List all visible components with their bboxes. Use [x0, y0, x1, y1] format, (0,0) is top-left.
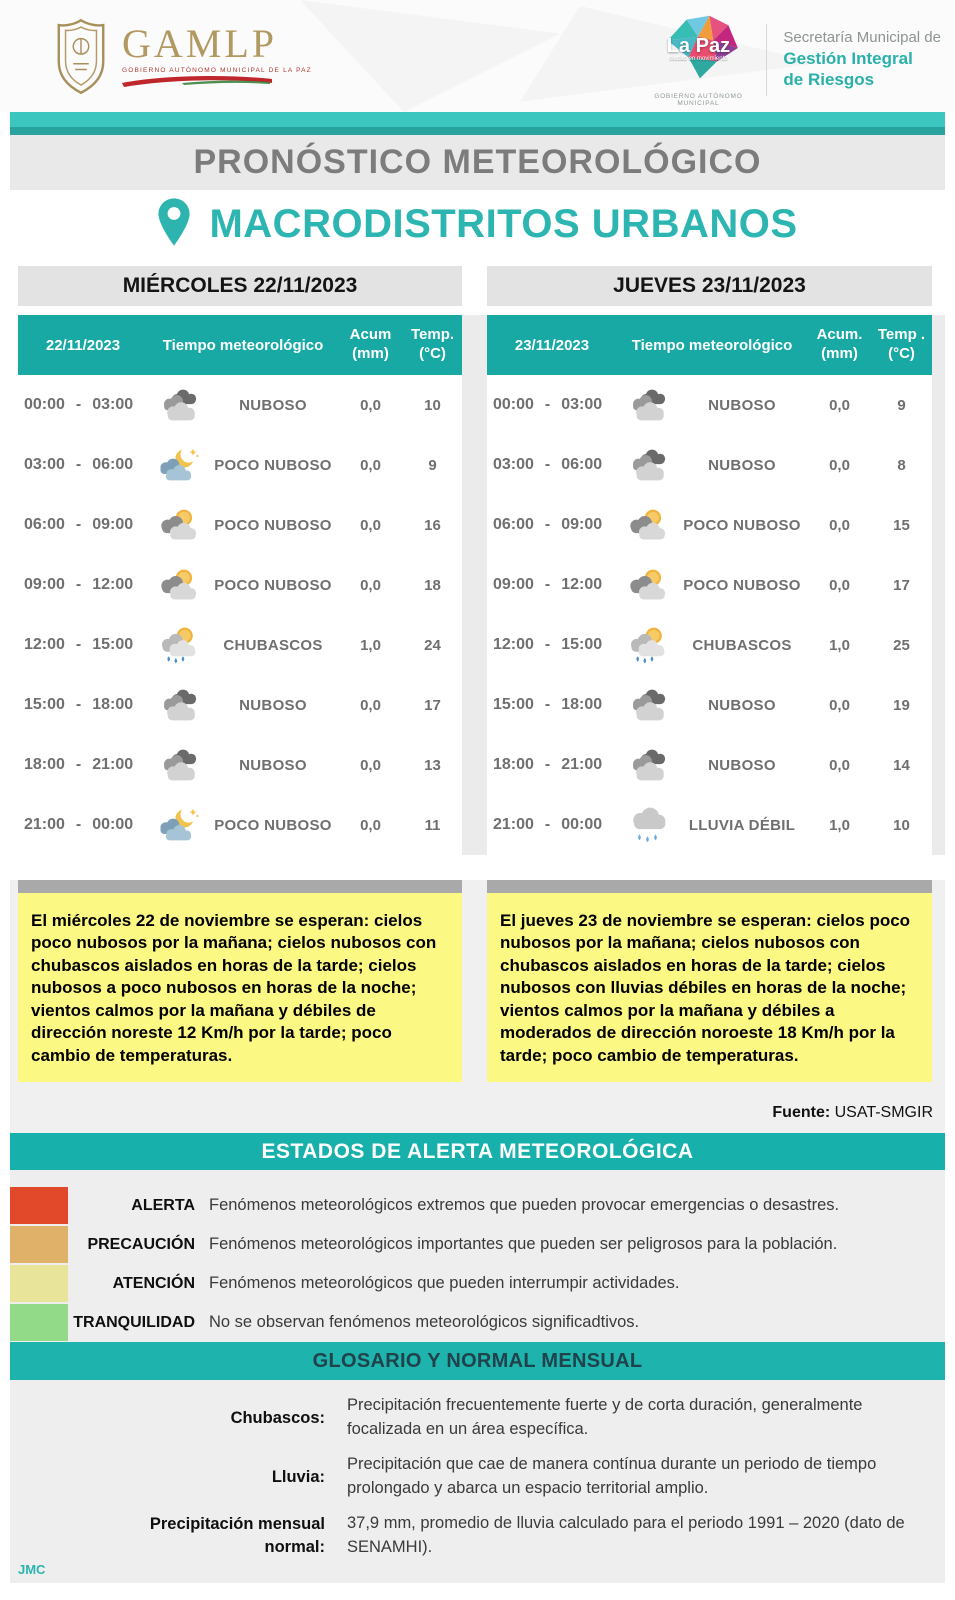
time-to: 21:00 — [92, 756, 134, 773]
column-temp — [403, 326, 462, 364]
precipitation-value: 0,0 — [829, 756, 850, 774]
time-dash: - — [544, 636, 551, 653]
time-range — [18, 456, 148, 474]
location-pin-icon — [157, 197, 191, 252]
forecast-row — [18, 555, 462, 615]
column-temp-unit: (°C) — [888, 345, 915, 362]
forecast-row — [487, 795, 932, 855]
weather-icon-night — [148, 446, 208, 484]
page-title: PRONÓSTICO METEOROLÓGICO — [193, 143, 762, 181]
alert-color-swatch — [10, 1226, 68, 1263]
time-range — [487, 816, 617, 834]
time-to: 18:00 — [92, 696, 134, 713]
background-watermark — [300, 0, 560, 112]
temperature-value: 19 — [893, 696, 910, 714]
glossary-definition: 37,9 mm, promedio de lluvia calculado para el periodo 1991 – 2020 (dato de SENAMHI). — [347, 1513, 905, 1556]
author-initials: JMC — [18, 1562, 46, 1577]
page-header — [0, 0, 955, 112]
weather-icon-cloudy — [617, 746, 677, 784]
time-to: 15:00 — [561, 636, 603, 653]
time-dash: - — [75, 576, 82, 593]
forecast-row — [18, 795, 462, 855]
condition-label: POCO NUBOSO — [683, 576, 801, 594]
gamlp-acronym: GAMLP — [122, 21, 278, 66]
column-acum — [807, 326, 872, 364]
condition-label: POCO NUBOSO — [683, 516, 801, 534]
column-acum-label: Acum — [349, 326, 392, 344]
condition-label: NUBOSO — [708, 696, 776, 714]
weather-icon-showers — [148, 625, 208, 666]
day-header-thursday: JUEVES 23/11/2023 — [487, 266, 932, 306]
forecast-row — [18, 375, 462, 435]
temperature-value: 16 — [424, 516, 441, 534]
weather-icon-day — [148, 506, 208, 544]
time-to: 03:00 — [561, 396, 603, 413]
lapaz-wordmark: La Paz — [666, 35, 731, 57]
time-range — [18, 756, 148, 774]
temperature-value: 14 — [893, 756, 910, 774]
time-range — [487, 576, 617, 594]
time-from: 03:00 — [24, 456, 65, 473]
temperature-value: 15 — [893, 516, 910, 534]
time-to: 12:00 — [92, 576, 134, 593]
alert-color-swatch — [10, 1265, 68, 1302]
forecast-row — [487, 735, 932, 795]
column-weather: Tiempo meteorológico — [162, 336, 324, 354]
precipitation-value: 0,0 — [360, 456, 381, 474]
gamlp-logo — [52, 16, 312, 101]
weather-icon-day — [617, 506, 677, 544]
time-to: 12:00 — [561, 576, 603, 593]
forecast-row — [487, 675, 932, 735]
time-range — [18, 816, 148, 834]
precipitation-value: 0,0 — [360, 696, 381, 714]
column-date: 22/11/2023 — [45, 336, 121, 354]
source-row — [10, 1082, 945, 1133]
time-dash: - — [544, 576, 551, 593]
time-from: 15:00 — [493, 696, 534, 713]
condition-label: CHUBASCOS — [692, 636, 792, 654]
time-range — [487, 756, 617, 774]
column-temp-label: Temp . — [877, 326, 926, 344]
alert-level-label: ATENCIÓN — [112, 1274, 195, 1292]
glossary-section-title: GLOSARIO Y NORMAL MENSUAL — [10, 1342, 945, 1380]
glossary-term: Chubascos: — [230, 1408, 325, 1427]
time-range — [487, 396, 617, 414]
time-dash: - — [544, 756, 551, 773]
alert-level-label: TRANQUILIDAD — [73, 1313, 195, 1331]
condition-label: LLUVIA DÉBIL — [688, 816, 796, 834]
precipitation-value: 0,0 — [829, 576, 850, 594]
precipitation-value: 0,0 — [360, 516, 381, 534]
condition-label: NUBOSO — [708, 756, 776, 774]
column-weather: Tiempo meteorológico — [631, 336, 793, 354]
time-dash: - — [75, 516, 82, 533]
alert-level-description: No se observan fenómenos meteorológicos significadtivos. — [209, 1313, 640, 1331]
condition-label: NUBOSO — [239, 396, 307, 414]
secretaria-title — [783, 29, 941, 90]
condition-label: NUBOSO — [239, 756, 307, 774]
summary-topbar-wednesday — [18, 880, 462, 893]
header-divider — [766, 24, 767, 96]
time-range — [18, 576, 148, 594]
summary-note-thursday: El jueves 23 de noviembre se esperan: cielos poco nubosos por la mañana; cielos nubosos con chubascos aislados en horas de la tarde; cielos nubosos con lluvias débiles en horas de la noche; vientos calmos por la mañana y débiles a moderados de dirección noroeste 18 Km/h por la tarde; poco cambio de temperaturas. — [487, 893, 932, 1082]
column-temp — [872, 326, 931, 364]
time-from: 03:00 — [493, 456, 534, 473]
forecast-row — [18, 735, 462, 795]
forecast-row — [487, 435, 932, 495]
accent-band-bright — [10, 112, 945, 127]
time-from: 21:00 — [493, 816, 534, 833]
summary-topbar-thursday — [487, 880, 932, 893]
forecast-row — [18, 675, 462, 735]
time-to: 09:00 — [561, 516, 603, 533]
alerts-legend — [10, 1170, 945, 1342]
time-range — [487, 636, 617, 654]
glossary-row — [10, 1453, 945, 1501]
time-dash: - — [544, 396, 551, 413]
time-to: 21:00 — [561, 756, 603, 773]
alert-color-swatch — [10, 1304, 68, 1341]
secretaria-line3: de Riesgos — [783, 69, 875, 89]
time-to: 06:00 — [561, 456, 603, 473]
condition-label: POCO NUBOSO — [214, 456, 332, 474]
precipitation-value: 0,0 — [829, 456, 850, 474]
temperature-value: 24 — [424, 636, 441, 654]
temperature-value: 8 — [897, 456, 906, 474]
time-dash: - — [544, 516, 551, 533]
time-dash: - — [544, 456, 551, 473]
weather-icon-cloudy — [617, 386, 677, 424]
forecast-row — [487, 615, 932, 675]
table-header-wednesday — [18, 315, 462, 375]
precipitation-value: 0,0 — [829, 696, 850, 714]
temperature-value: 9 — [428, 456, 437, 474]
forecast-table-body-thursday — [487, 375, 932, 855]
time-dash: - — [75, 756, 82, 773]
column-temp-label: Temp. — [410, 326, 455, 344]
time-to: 06:00 — [92, 456, 134, 473]
glossary-definition: Precipitación que cae de manera contínua durante un periodo de tiempo prolongado y abarca un espacio territorial amplio. — [347, 1454, 877, 1497]
column-acum — [338, 326, 403, 364]
weather-icon-showers — [617, 625, 677, 666]
glossary-section — [10, 1380, 945, 1583]
time-from: 21:00 — [24, 816, 65, 833]
time-to: 00:00 — [561, 816, 603, 833]
weather-icon-day — [148, 566, 208, 604]
time-range — [487, 696, 617, 714]
time-range — [18, 696, 148, 714]
alert-level-description: Fenómenos meteorológicos extremos que pueden provocar emergencias o desastres. — [209, 1196, 840, 1214]
accent-band-dark — [10, 127, 945, 135]
temperature-value: 11 — [424, 816, 441, 834]
temperature-value: 18 — [424, 576, 441, 594]
weather-icon-cloudy — [148, 686, 208, 724]
precipitation-value: 0,0 — [829, 516, 850, 534]
day-header-wednesday: MIÉRCOLES 22/11/2023 — [18, 266, 462, 306]
lapaz-logo — [646, 12, 750, 107]
column-acum-unit: (mm) — [352, 345, 389, 362]
time-range — [18, 516, 148, 534]
time-range — [18, 636, 148, 654]
alert-level-description: Fenómenos meteorológicos importantes que pueden ser peligrosos para la población. — [209, 1235, 838, 1253]
glossary-term: Lluvia: — [271, 1467, 325, 1486]
forecast-row — [18, 495, 462, 555]
time-from: 06:00 — [493, 516, 534, 533]
alert-level-description: Fenómenos meteorológicos que pueden interrumpir actividades. — [209, 1274, 680, 1292]
weather-icon-cloudy — [617, 446, 677, 484]
secretaria-line1: Secretaría Municipal de — [783, 28, 941, 46]
condition-label: NUBOSO — [708, 456, 776, 474]
forecast-tables — [10, 258, 945, 880]
weather-icon-day — [617, 566, 677, 604]
time-from: 12:00 — [24, 636, 65, 653]
secretaria-line2: Gestión Integral — [783, 48, 913, 68]
table-right-margin — [932, 315, 945, 855]
alerts-section-title: ESTADOS DE ALERTA METEOROLÓGICA — [10, 1133, 945, 1170]
weather-icon-cloudy — [148, 386, 208, 424]
temperature-value: 10 — [424, 396, 441, 414]
alert-level-label: PRECAUCIÓN — [87, 1235, 195, 1253]
time-dash: - — [544, 696, 551, 713]
time-from: 06:00 — [24, 516, 65, 533]
time-dash: - — [75, 636, 82, 653]
forecast-row — [487, 495, 932, 555]
weather-icon-rain — [617, 805, 677, 846]
alert-level-row — [10, 1304, 945, 1341]
precipitation-value: 0,0 — [360, 576, 381, 594]
time-dash: - — [75, 396, 82, 413]
forecast-row — [18, 435, 462, 495]
precipitation-value: 0,0 — [360, 816, 381, 834]
time-from: 18:00 — [24, 756, 65, 773]
table-header-thursday — [487, 315, 932, 375]
precipitation-value: 0,0 — [829, 396, 850, 414]
time-from: 15:00 — [24, 696, 65, 713]
gamlp-subtitle: GOBIERNO AUTÓNOMO MUNICIPAL DE LA PAZ — [122, 67, 312, 74]
institution-block — [646, 12, 941, 107]
condition-label: CHUBASCOS — [223, 636, 323, 654]
precipitation-value: 1,0 — [829, 816, 850, 834]
glossary-row — [10, 1512, 945, 1560]
temperature-value: 10 — [893, 816, 910, 834]
lapaz-caption: GOBIERNO AUTÓNOMO MUNICIPAL — [654, 93, 743, 107]
time-range — [487, 456, 617, 474]
time-from: 09:00 — [24, 576, 65, 593]
temperature-value: 9 — [897, 396, 906, 414]
forecast-row — [18, 615, 462, 675]
temperature-value: 25 — [893, 636, 910, 654]
gamlp-ribbon-icon — [122, 74, 312, 93]
time-range — [18, 396, 148, 414]
condition-label: POCO NUBOSO — [214, 816, 332, 834]
table-gap-divider — [462, 315, 487, 855]
alert-level-row — [10, 1226, 945, 1263]
time-from: 00:00 — [493, 396, 534, 413]
title-band — [10, 135, 945, 190]
summary-note-wednesday: El miércoles 22 de noviembre se esperan: cielos poco nubosos por la mañana; cielos nubosos con chubascos aislados en horas de la tarde; cielos nubosos a poco nubosos en horas de la noche; vientos calmos por la mañana y débiles de dirección noreste 12 Km/h por la tarde; poco cambio de temperaturas. — [18, 893, 462, 1082]
column-temp-unit: (°C) — [419, 345, 446, 362]
precipitation-value: 1,0 — [360, 636, 381, 654]
column-acum-label: Acum. — [816, 326, 863, 344]
condition-label: NUBOSO — [708, 396, 776, 414]
temperature-value: 17 — [893, 576, 910, 594]
source-value: USAT-SMGIR — [834, 1104, 933, 1121]
temperature-value: 13 — [424, 756, 441, 774]
time-to: 03:00 — [92, 396, 134, 413]
temperature-value: 17 — [424, 696, 441, 714]
time-from: 18:00 — [493, 756, 534, 773]
alert-level-row — [10, 1187, 945, 1224]
time-range — [487, 516, 617, 534]
time-dash: - — [75, 816, 82, 833]
lapaz-tagline: ciudad en movimiento — [669, 56, 728, 62]
condition-label: POCO NUBOSO — [214, 516, 332, 534]
precipitation-value: 0,0 — [360, 396, 381, 414]
time-from: 09:00 — [493, 576, 534, 593]
time-to: 00:00 — [92, 816, 134, 833]
glossary-term: Precipitación mensual normal: — [149, 1515, 325, 1556]
condition-label: NUBOSO — [239, 696, 307, 714]
forecast-table-body-wednesday — [18, 375, 462, 855]
page-subtitle: MACRODISTRITOS URBANOS — [209, 201, 798, 246]
alert-color-swatch — [10, 1187, 68, 1224]
weather-icon-night — [148, 806, 208, 844]
time-to: 09:00 — [92, 516, 134, 533]
weather-icon-cloudy — [148, 746, 208, 784]
source-label: Fuente: — [772, 1104, 831, 1121]
forecast-row — [487, 555, 932, 615]
time-to: 15:00 — [92, 636, 134, 653]
time-dash: - — [544, 816, 551, 833]
time-dash: - — [75, 696, 82, 713]
alert-level-label: ALERTA — [131, 1196, 195, 1214]
precipitation-value: 1,0 — [829, 636, 850, 654]
column-date: 23/11/2023 — [514, 336, 590, 354]
precipitation-value: 0,0 — [360, 756, 381, 774]
forecast-row — [487, 375, 932, 435]
column-acum-unit: (mm) — [821, 345, 858, 362]
summary-section — [10, 880, 945, 1082]
subtitle-row — [10, 190, 945, 258]
glossary-row — [10, 1394, 945, 1442]
time-from: 00:00 — [24, 396, 65, 413]
weather-icon-cloudy — [617, 686, 677, 724]
time-to: 18:00 — [561, 696, 603, 713]
time-dash: - — [75, 456, 82, 473]
alert-level-row — [10, 1265, 945, 1302]
glossary-definition: Precipitación frecuentemente fuerte y de corta duración, generalmente focalizada en un área específica. — [347, 1396, 863, 1438]
condition-label: POCO NUBOSO — [214, 576, 332, 594]
gamlp-crest-icon — [52, 16, 110, 101]
time-from: 12:00 — [493, 636, 534, 653]
